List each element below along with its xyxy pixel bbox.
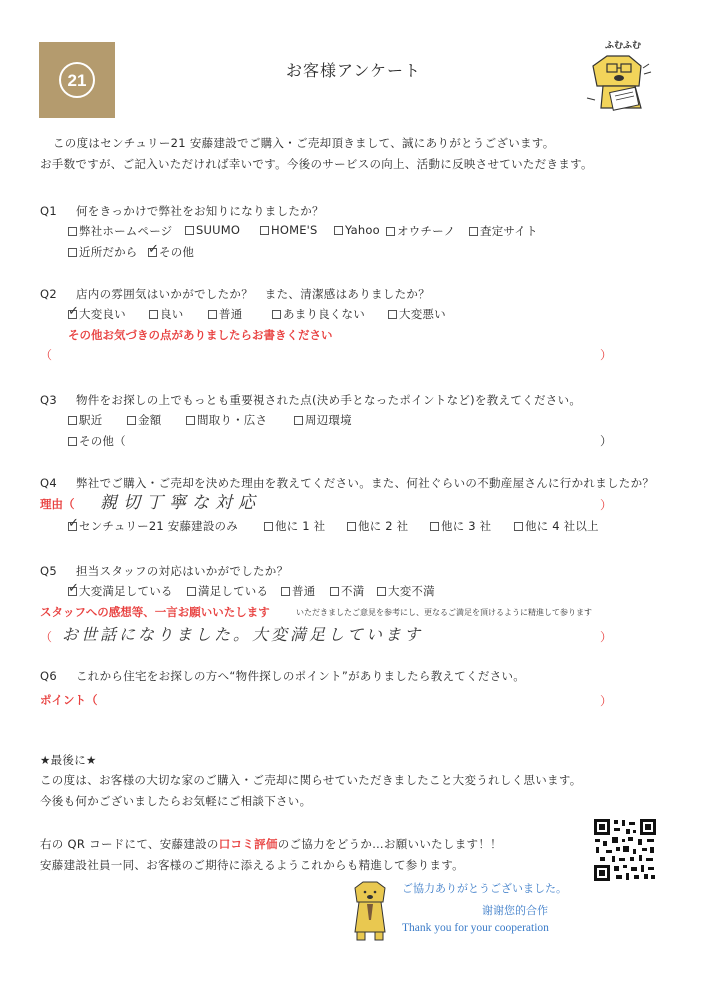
mascot-reading-illustration <box>583 38 663 114</box>
q5-open-paren: （ <box>40 630 53 644</box>
q4-reason-label: 理由（ <box>40 497 75 511</box>
intro-line-2: お手数ですが、ご記入いただければ幸いです。今後のサービスの向上、活動に反映させていただきます。 <box>40 157 593 171</box>
checkbox[interactable] <box>514 522 523 531</box>
q6-point-field[interactable] <box>115 690 595 708</box>
review-highlight: 口コミ評価 <box>218 837 278 851</box>
q5-option-very-dissatisfied[interactable]: 大変不満 <box>377 583 435 599</box>
checkbox[interactable] <box>386 227 395 236</box>
checkbox[interactable] <box>260 226 269 235</box>
q3-option-surroundings[interactable]: 周辺環境 <box>294 412 352 428</box>
q5-comment-handwritten[interactable]: お世話になりました。大変満足しています <box>62 625 424 644</box>
checkbox[interactable] <box>68 416 77 425</box>
q2-close-paren: ） <box>600 348 613 362</box>
checkbox[interactable] <box>347 522 356 531</box>
q5-option-satisfied[interactable]: 満足している <box>187 583 268 599</box>
closing-line-2: 今後も何かございましたらお気軽にご相談下さい。 <box>40 794 312 808</box>
checkbox[interactable] <box>68 227 77 236</box>
checkbox[interactable] <box>186 416 195 425</box>
qr-code-icon <box>592 817 658 883</box>
q5-option-dissatisfied[interactable]: 不満 <box>330 583 364 599</box>
checkbox-checked[interactable] <box>68 522 77 531</box>
q4-option-only-c21[interactable]: ✓センチュリー21 安藤建設のみ <box>68 518 238 534</box>
checkbox-checked[interactable] <box>148 248 157 257</box>
checkbox[interactable] <box>334 226 343 235</box>
q2-comment-field[interactable] <box>60 346 595 364</box>
question-3: Q3 物件をお探しの上でもっとも重要視された点(決め手となったポイントなど)を教えてください。 <box>40 393 582 407</box>
q2-option-not-good[interactable]: あまり良くない <box>272 306 365 322</box>
q2-open-paren: （ <box>40 348 53 362</box>
q5-close-paren: ） <box>600 630 613 644</box>
q2-option-very-bad[interactable]: 大変悪い <box>388 306 446 322</box>
q6-close-paren: ） <box>600 694 613 708</box>
q3-option-price[interactable]: 金額 <box>127 412 161 428</box>
q3-option-other[interactable]: その他（ <box>68 433 126 449</box>
q1-option-nearby[interactable]: 近所だから <box>68 244 138 260</box>
checkbox[interactable] <box>149 310 158 319</box>
q4-text: 弊社でご購入・ご売却を決めた理由を教えてください。また、何社ぐらいの不動産屋さんに行かれましたか？ <box>76 476 655 490</box>
q1-option-satei[interactable]: 査定サイト <box>469 223 538 239</box>
q1-option-ouchino[interactable]: オウチーノ <box>386 223 455 239</box>
thanks-english: Thank you for your cooperation <box>402 922 549 934</box>
q2-option-good[interactable]: 良い <box>149 306 183 322</box>
question-6: Q6 これから住宅をお探しの方へ“物件探しのポイント”がありましたら教えてください。 <box>40 669 526 683</box>
q1-option-other[interactable]: ✓ その他 <box>148 244 194 260</box>
checkbox[interactable] <box>388 310 397 319</box>
dog-mascot-bowing-illustration <box>345 880 395 942</box>
q2-option-normal[interactable]: 普通 <box>208 306 242 322</box>
q5-text: 担当スタッフの対応はいかがでしたか？ <box>76 564 289 578</box>
question-4: Q4 弊社でご購入・ご売却を決めた理由を教えてください。また、何社ぐらいの不動産屋さんに行かれましたか？ <box>40 476 655 490</box>
checkbox[interactable] <box>330 587 339 596</box>
checkbox[interactable] <box>208 310 217 319</box>
checkbox[interactable] <box>127 416 136 425</box>
q4-option-3-others[interactable]: 他に 3 社 <box>430 518 491 534</box>
checkbox-checked[interactable] <box>68 587 77 596</box>
checkbox[interactable] <box>68 248 77 257</box>
q3-other-field[interactable] <box>130 432 595 450</box>
q2-text: 店内の雰囲気はいかがでしたか？ また、清潔感はありましたか？ <box>76 287 430 301</box>
q5-option-very-satisfied[interactable]: ✓大変満足している <box>68 583 173 599</box>
question-1 <box>40 203 324 219</box>
q1-option-homepage[interactable]: 弊社ホームページ <box>68 223 172 239</box>
checkbox[interactable] <box>185 226 194 235</box>
q6-text: これから住宅をお探しの方へ“物件探しのポイント”がありましたら教えてください。 <box>76 669 526 683</box>
checkbox-checked[interactable] <box>68 310 77 319</box>
mascot-caption: ふむふむ <box>605 41 642 51</box>
checkbox[interactable] <box>272 310 281 319</box>
checkbox[interactable] <box>68 437 77 446</box>
checkbox[interactable] <box>377 587 386 596</box>
q3-close-paren: ） <box>600 434 613 448</box>
q4-option-1-other[interactable]: 他に 1 社 <box>264 518 325 534</box>
q3-option-station[interactable]: 駅近 <box>68 412 102 428</box>
question-2: Q2 店内の雰囲気はいかがでしたか？ また、清潔感はありましたか？ <box>40 287 430 301</box>
checkbox[interactable] <box>264 522 273 531</box>
logo-text: 21 <box>67 71 87 90</box>
question-5: Q5 担当スタッフの対応はいかがでしたか？ <box>40 564 289 578</box>
closing-line-1: この度は、お客様の大切な家のご購入・ご売却に関らせていただきましたこと大変うれしく思います。 <box>40 773 582 787</box>
q2-option-very-good[interactable]: ✓大変良い <box>68 306 126 322</box>
q1-text: 何をきっかけで弊社をお知りになりましたか？ <box>76 204 324 218</box>
intro-line-1: この度はセンチュリー21 安藤建設でご購入・ご売却頂きまして、誠にありがとうございます。 <box>53 136 555 150</box>
checkbox[interactable] <box>469 227 478 236</box>
q4-option-2-others[interactable]: 他に 2 社 <box>347 518 408 534</box>
q4-reason-handwritten[interactable]: 親切丁寧な対応 <box>100 493 261 513</box>
thanks-chinese: 谢谢您的合作 <box>482 904 548 917</box>
q1-option-homes[interactable]: HOME'S <box>260 223 318 237</box>
qr-code[interactable] <box>592 817 658 883</box>
page-title: お客様アンケート <box>285 61 422 80</box>
staff-line: 安藤建設社員一同、お客様のご期待に添えるようこれからも精進して参ります。 <box>40 858 464 872</box>
q5-comment-prompt: スタッフへの感想等、一言お願いいたします <box>40 605 270 619</box>
q4-option-4-plus[interactable]: 他に 4 社以上 <box>514 518 599 534</box>
checkbox[interactable] <box>294 416 303 425</box>
q1-number: Q1 <box>40 204 57 218</box>
thanks-japanese: ご協力ありがとうございました。 <box>402 882 567 895</box>
q5-option-normal[interactable]: 普通 <box>281 583 315 599</box>
checkbox[interactable] <box>430 522 439 531</box>
qr-request-line: 右の QR コードにて、安藤建設の口コミ評価のご協力をどうか…お願いいたします！！ <box>40 837 502 851</box>
q3-text: 物件をお探しの上でもっとも重要視された点(決め手となったポイントなど)を教えてください。 <box>76 393 582 407</box>
q1-option-yahoo[interactable]: Yahoo <box>334 223 380 237</box>
checkbox[interactable] <box>187 587 196 596</box>
q5-comment-note: いただきましたご意見を参考にし、更なるご満足を頂けるように精進して参ります <box>296 608 592 617</box>
dog-mascot-bowing-icon <box>345 880 395 942</box>
q6-point-label: ポイント（ <box>40 693 98 707</box>
q2-comment-prompt: その他お気づきの点がありましたらお書きください <box>68 328 333 342</box>
q4-close-paren: ） <box>600 498 613 512</box>
closing-heading: ★最後に★ <box>40 753 97 767</box>
checkbox[interactable] <box>281 587 290 596</box>
q1-option-suumo[interactable]: SUUMO <box>185 223 240 237</box>
q3-option-layout[interactable]: 間取り・広さ <box>186 412 267 428</box>
